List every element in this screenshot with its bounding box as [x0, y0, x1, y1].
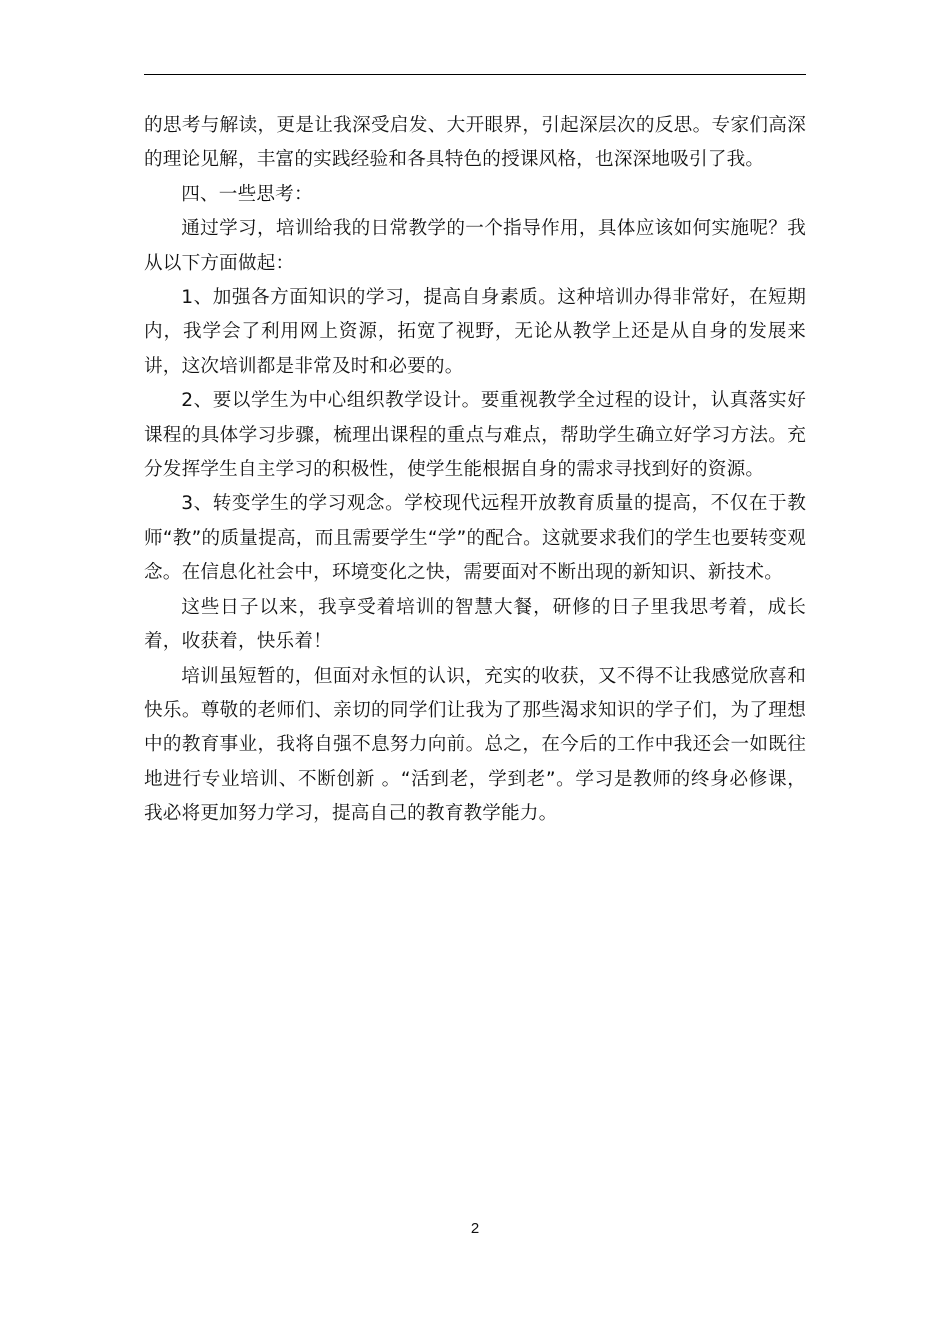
paragraph-continuation: 的思考与解读，更是让我深受启发、大开眼界，引起深层次的反思。专家们高深的理论见解，丰富的实践经验和各具特色的授课风格，也深深地吸引了我。 — [144, 115, 806, 171]
list-item-3: 3、转变学生的学习观念。学校现代远程开放教育质量的提高，不仅在于教师“教”的质量提高，而且需要学生“学”的配合。这就要求我们的学生也要转变观念。在信息化社会中，环境变化之快，需要面对不断出现的新知识、新技术。 — [144, 493, 806, 584]
header-rule — [144, 74, 806, 75]
section-heading: 四、一些思考： — [181, 183, 313, 205]
paragraph: 这些日子以来，我享受着培训的智慧大餐，研修的日子里我思考着，成长着，收获着，快乐着！ — [144, 596, 806, 653]
page-number: 2 — [470, 1220, 480, 1237]
list-item-2: 2、要以学生为中心组织教学设计。要重视教学全过程的设计，认真落实好课程的具体学习步骤，梳理出课程的重点与难点，帮助学生确立好学习方法。充分发挥学生自主学习的积极性，使学生能根据自身的需求寻找到好的资源。 — [144, 390, 806, 481]
document-body — [144, 109, 806, 832]
paragraph: 培训虽短暂的，但面对永恒的认识，充实的收获，又不得不让我感觉欣喜和快乐。尊敬的老师们、亲切的同学们让我为了那些渴求知识的学子们，为了理想中的教育事业，我将自强不息努力向前。总之，在今后的工作中我还会一如既往地进行专业培训、不断创新 。“活到老，学到老”。学习是教师的终身必修课，我必将更加努力学习，提高自己的教育教学能力。 — [144, 665, 806, 825]
paragraph: 通过学习，培训给我的日常教学的一个指导作用，具体应该如何实施呢？我从以下方面做起： — [144, 218, 806, 274]
list-item-1: 1、加强各方面知识的学习，提高自身素质。这种培训办得非常好，在短期内，我学会了利用网上资源，拓宽了视野，无论从教学上还是从自身的发展来讲，这次培训都是非常及时和必要的。 — [144, 287, 806, 377]
